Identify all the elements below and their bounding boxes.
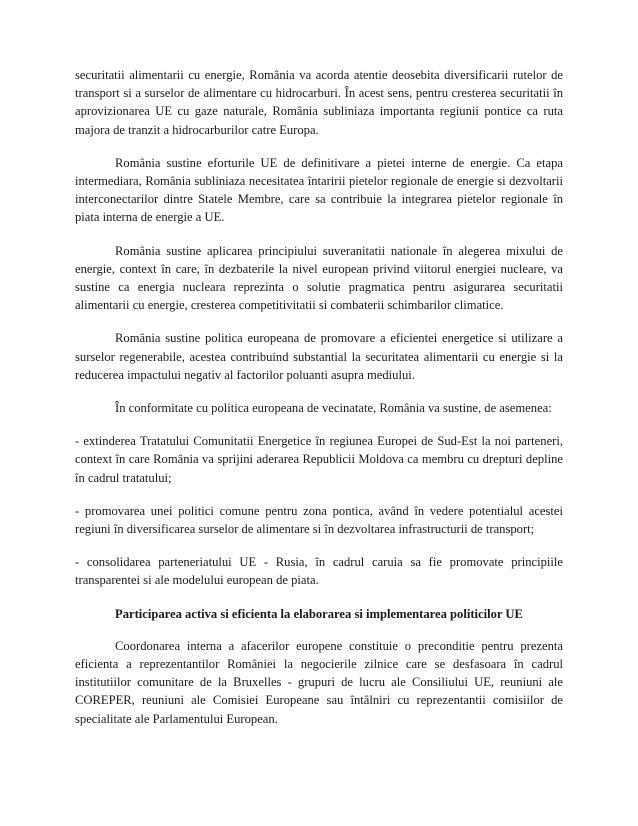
paragraph-internal-market: România sustine eforturile UE de definitivare a pietei interne de energie. Ca etapa intermediara, România subliniaza necesitatea întaririi pietelor regionale de energie si dezvoltarii interconectarilor dintre Statele Membre, care sa contribuie la integrarea pietelor regionale în piata interna de energie a UE. (75, 155, 563, 225)
paragraph-neighbourhood-policy: În conformitate cu politica europeana de vecinatate, România va sustine, de asemenea: (115, 401, 552, 416)
paragraph-internal-coordination: Coordonarea interna a afacerilor europene constituie o preconditie pentru prezenta eficienta a reprezentantilor României la negocierile zilnice care se desfasoara în cadrul institutiilor comunitare de la Bruxelles - grupuri de lucru ale Consiliului UE, reuniuni ale COREPER, reuniuni ale Comisiei Europeane sau întâlniri cu reprezentantii comisiilor de specialitate ale Parlamentului European. (75, 638, 563, 726)
list-item-pontic-zone: - promovarea unei politici comune pentru zona pontica, având în vedere potentialul acestei regiuni în diversificarea surselor de alimentare si în dezvoltarea infrastructurii de transport; (75, 503, 563, 537)
list-item-eu-russia: - consolidarea parteneriatului UE - Rusia, în cadrul caruia sa fie promovate principiile transparentei si ale modelului european de piata. (75, 555, 563, 588)
document-page (75, 66, 563, 743)
list-item-energy-community: - extinderea Tratatului Comunitatii Energetice în regiunea Europei de Sud-Est la noi parteneri, context în care România va sprijini aderarea Republicii Moldova ca membru cu drepturi depline în cadrul tratatului; (75, 434, 563, 485)
paragraph-energy-efficiency: România sustine politica europeana de promovare a eficientei energetice si utilizare a surselor regenerabile, acestea contribuind substantial la securitatea alimentarii cu energie si la reducerea impactului negativ al factorilor poluanti asupra mediului. (75, 331, 563, 382)
paragraph-national-sovereignty: România sustine aplicarea principiului suveranitatii nationale în alegerea mixului de energie, context în care, în dezbaterile la nivel european privind viitorul energiei nucleare, va sustine ca energia nucleara reprezinta o solutie pragmatica pentru asigurarea securitatii alimentarii cu energie, cresterea competitivitatii si combaterii schimbarilor climatice. (75, 243, 563, 313)
paragraph-energy-routes: securitatii alimentarii cu energie, România va acorda atentie deosebita diversificarii rutelor de transport si a surselor de alimentare cu hidrocarburi. În acest sens, pentru cresterea securitatii în aprovizionarea UE cu gaze naturale, România subliniaza importanta regiunii pontice ca ruta majora de tranzit a hidrocarburilor catre Europa. (75, 68, 563, 137)
section-heading: Participarea activa si eficienta la elaborarea si implementarea politicilor UE (115, 606, 523, 621)
